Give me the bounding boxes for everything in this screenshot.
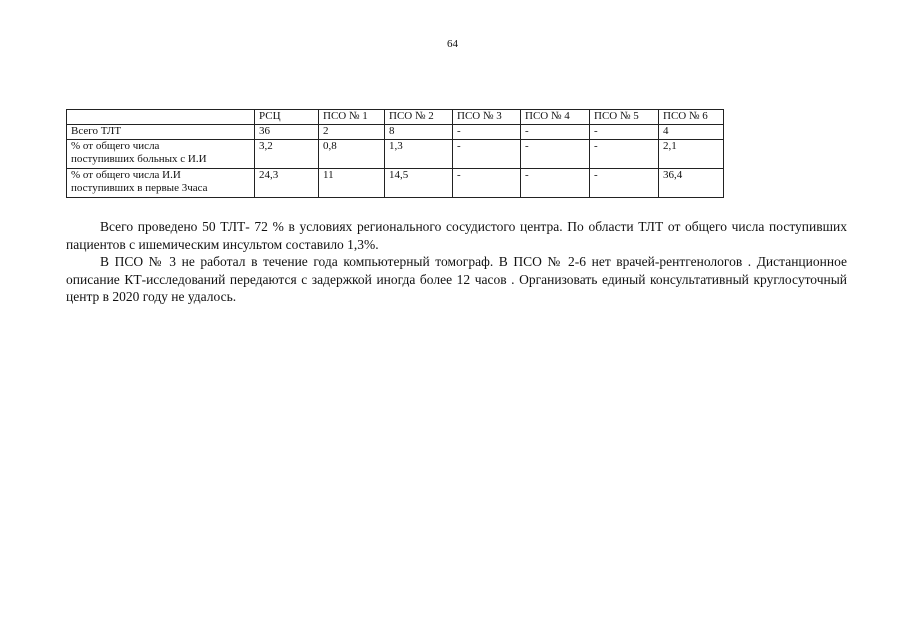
row-label-line: поступивших в первые 3часа [71,182,208,194]
table-row [67,140,724,169]
header-cell-pso-1: ПСО № 1 [319,110,385,125]
table-cell: - [453,169,521,198]
table-cell: - [453,140,521,169]
table-cell: 11 [319,169,385,198]
table-cell: - [521,140,590,169]
row-label-line: % от общего числа [71,140,160,152]
table-cell: 24,3 [255,169,319,198]
thrombolysis-table [66,109,724,198]
table-row [67,169,724,198]
row-label-line: % от общего числа И.И [71,169,181,181]
page-number: 64 [447,38,458,50]
header-cell-pso-3: ПСО № 3 [453,110,521,125]
body-text [66,218,847,306]
table-cell: 8 [385,125,453,140]
table-cell: 36 [255,125,319,140]
table-cell: 2 [319,125,385,140]
row-label-line: Всего ТЛТ [71,125,122,137]
header-cell-pso-4: ПСО № 4 [521,110,590,125]
table-cell: 14,5 [385,169,453,198]
header-cell-pso-2: ПСО № 2 [385,110,453,125]
paragraph: В ПСО № 3 не работал в течение года компьютерный томограф. В ПСО № 2-6 нет врачей-рентгенологов . Дистанционное описание КТ-исследований передаются с задержкой иногда более 12 часов . Организовать единый консультативный круглосуточный центр в 2020 году не удалось. [66,254,847,304]
table-cell: 4 [659,125,724,140]
table-cell: 0,8 [319,140,385,169]
header-cell-pso-6: ПСО № 6 [659,110,724,125]
table-cell: 36,4 [659,169,724,198]
table-cell: - [590,125,659,140]
table-row [67,125,724,140]
row-label [67,140,255,169]
table-header-row [67,110,724,125]
table-cell: - [453,125,521,140]
header-cell-empty [67,110,255,125]
table-cell: - [521,169,590,198]
table-cell: - [590,169,659,198]
row-label [67,125,255,140]
header-cell-pso-5: ПСО № 5 [590,110,659,125]
table-cell: - [590,140,659,169]
table-cell: 2,1 [659,140,724,169]
header-cell-rsc: РСЦ [255,110,319,125]
row-label-line: поступивших больных с И.И [71,153,207,165]
table-cell: 3,2 [255,140,319,169]
row-label [67,169,255,198]
table-cell: 1,3 [385,140,453,169]
table-cell: - [521,125,590,140]
paragraph: Всего проведено 50 ТЛТ- 72 % в условиях регионального сосудистого центра. По области ТЛТ от общего числа поступивших пациентов с ишемическим инсультом составило 1,3%. [66,219,847,252]
